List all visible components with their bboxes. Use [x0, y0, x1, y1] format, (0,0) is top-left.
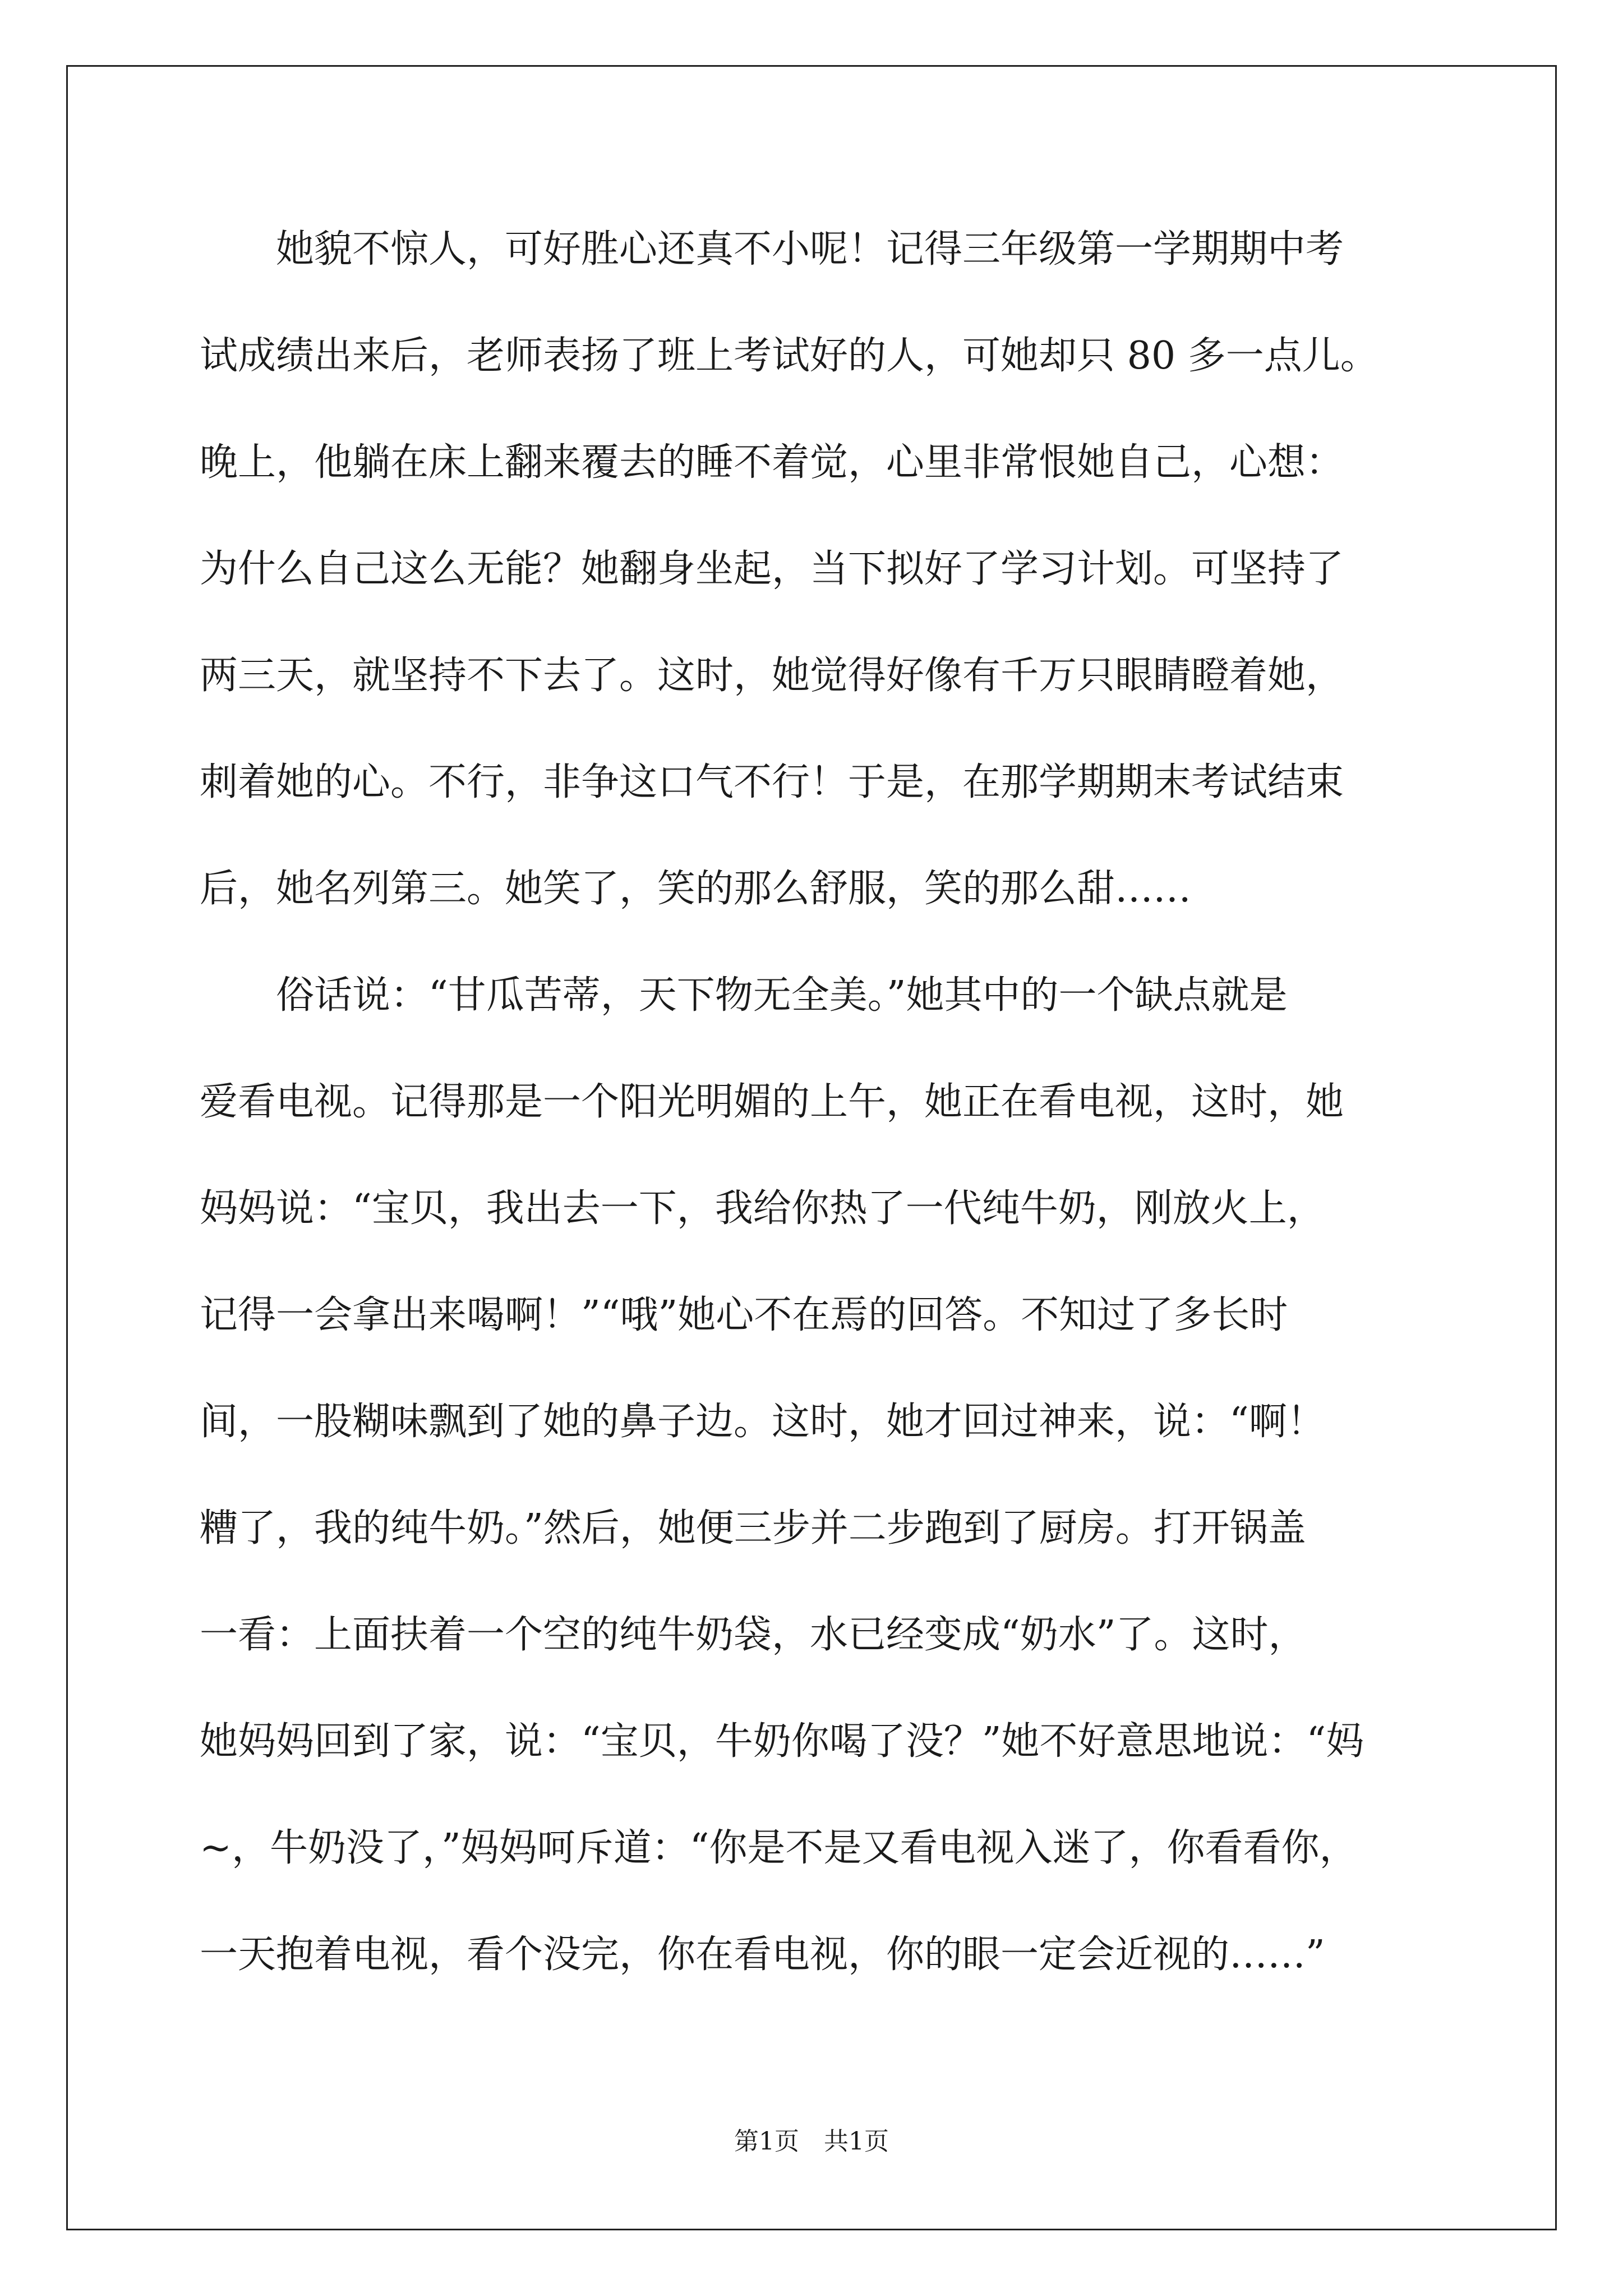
paragraph-2-line-6: 糟了，我的纯牛奶。”然后，她便三步并二步跑到了厨房。打开锅盖 [200, 1506, 1306, 1550]
paragraph-2-line-10: 一天抱着电视，看个没完，你在看电视，你的眼一定会近视的……” [200, 1932, 1325, 1977]
paragraph-2-line-4: 记得一会拿出来喝啊！”“哦”她心不在焉的回答。不知过了多长时 [200, 1293, 1288, 1337]
paragraph-1-line-3: 晚上，他躺在床上翻来覆去的睡不着觉，心里非常恨她自己，心想： [200, 440, 1344, 485]
paragraph-2-line-3: 妈妈说：“宝贝，我出去一下，我给你热了一代纯牛奶，刚放火上， [200, 1186, 1325, 1231]
document-body [200, 219, 1445, 2031]
paragraph-1-line-6: 刺着她的心。不行，非争这口气不行！于是，在那学期期末考试结束 [200, 760, 1344, 804]
paragraph-2-line-7: 一看：上面扶着一个空的纯牛奶袋，水已经变成“奶水”了。这时， [200, 1613, 1307, 1657]
paragraph-1-line-4: 为什么自己这么无能？她翻身坐起，当下拟好了学习计划。可坚持了 [200, 547, 1344, 591]
paragraph-1-line-5: 两三天，就坚持不下去了。这时，她觉得好像有千万只眼睛瞪着她， [200, 654, 1344, 698]
paragraph-1-line-2: 试成绩出来后，老师表扬了班上考试好的人，可她却只 80 多一点儿。 [200, 334, 1378, 378]
paragraph-2-line-8: 她妈妈回到了家，说：“宝贝，牛奶你喝了没？”她不好意思地说：“妈 [200, 1719, 1364, 1764]
paragraph-1-line-7: 后，她名列第三。她笑了，笑的那么舒服，笑的那么甜…… [200, 867, 1192, 911]
paragraph-2-line-1: 俗话说：“甘瓜苦蒂，天下物无全美。”她其中的一个缺点就是 [276, 973, 1288, 1018]
paragraph-1-line-1: 她貌不惊人，可好胜心还真不小呢！记得三年级第一学期期中考 [276, 227, 1344, 272]
paragraph-2-line-2: 爱看电视。记得那是一个阳光明媚的上午，她正在看电视，这时，她 [200, 1080, 1344, 1124]
page-number-footer: 第1页 共1页 [734, 2127, 889, 2156]
paragraph-2-line-5: 间，一股糊味飘到了她的鼻子边。这时，她才回过神来，说：“啊！ [200, 1400, 1325, 1444]
paragraph-2-line-9: ~，牛奶没了，”妈妈呵斥道：“你是不是又看电视入迷了，你看看你， [200, 1826, 1358, 1870]
